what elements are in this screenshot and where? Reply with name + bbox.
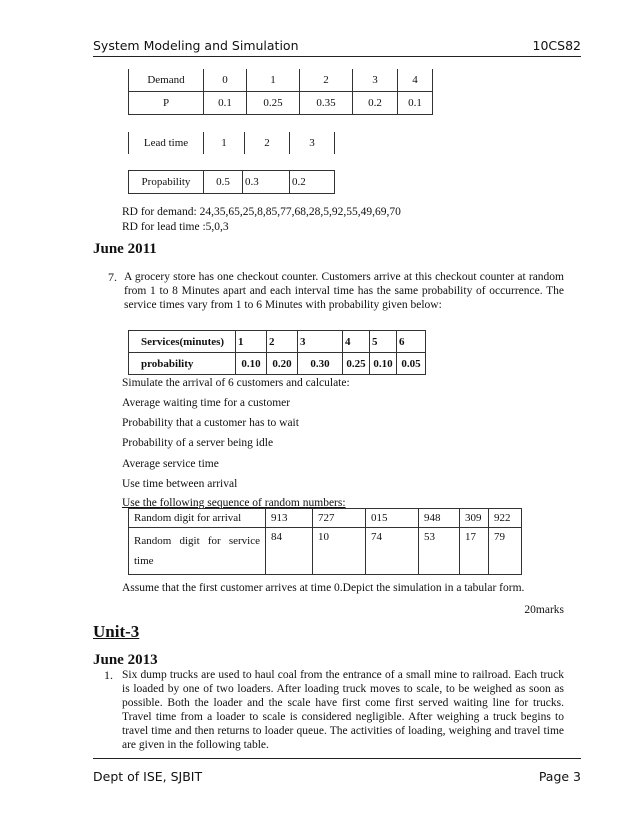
table-cell: 727 xyxy=(313,509,366,528)
table-cell: 3 xyxy=(290,132,335,154)
table-cell: Demand xyxy=(129,69,204,92)
table-cell: Random digit for service time xyxy=(129,528,266,575)
list-item: Use the following sequence of random numbers: xyxy=(122,497,346,509)
table-cell: 6 xyxy=(397,331,426,353)
page-header xyxy=(93,38,581,57)
table-cell: 79 xyxy=(489,528,522,575)
table-cell: 1 xyxy=(236,331,267,353)
table-row xyxy=(129,132,335,154)
table-row xyxy=(129,92,433,115)
propability-table xyxy=(128,170,335,194)
question-text: A grocery store has one checkout counter. Customers arrive at this checkout counter at random from 1 to 8 Minutes apart and each interval time has the same probability of occurrence. The service times vary from 1 to 6 Minutes with probability given below: xyxy=(124,271,564,311)
table-cell: 2 xyxy=(300,69,353,92)
assume-text: Assume that the first customer arrives at time 0.Depict the simulation in a tabular form. xyxy=(122,582,525,594)
table-cell: 3 xyxy=(298,331,343,353)
table-cell: 0.3 xyxy=(243,171,290,194)
table-cell: 948 xyxy=(419,509,460,528)
table-row xyxy=(129,528,522,575)
question-text: Six dump trucks are used to haul coal from the entrance of a small mine to railroad. Each truck is loaded by one of two loaders. After loading truck moves to scale, to be weighed as soon as possible. Both the loader and the scale have first come first served waiting line for trucks. Travel time from a loader to scale is considered negligible. After weighing a truck begins to travel time and then returns to loader queue. The activities of loading, weighing and travel time are given in the following table. xyxy=(122,669,564,751)
table-cell: 0.2 xyxy=(290,171,335,194)
list-item: Use time between arrival xyxy=(122,478,238,490)
table-cell: 3 xyxy=(353,69,398,92)
service-table xyxy=(128,330,426,375)
demand-table xyxy=(128,69,433,115)
table-cell: 0.5 xyxy=(204,171,243,194)
table-cell: 0.25 xyxy=(247,92,300,115)
table-row xyxy=(129,353,426,375)
rd-lead: RD for lead time :5,0,3 xyxy=(122,221,229,233)
table-cell: Lead time xyxy=(129,132,204,154)
table-cell: probability xyxy=(129,353,236,375)
table-cell: Propability xyxy=(129,171,204,194)
heading-june-2011: June 2011 xyxy=(93,241,157,257)
question-number: 7. xyxy=(108,270,117,284)
heading-unit-3: Unit-3 xyxy=(93,622,140,641)
table-cell: 2 xyxy=(245,132,290,154)
table-cell: 5 xyxy=(370,331,397,353)
table-cell: 0.30 xyxy=(298,353,343,375)
table-row xyxy=(129,331,426,353)
footer-page: Page 3 xyxy=(538,769,581,784)
table-cell: 2 xyxy=(267,331,298,353)
list-item: Average service time xyxy=(122,458,219,470)
rd-demand: RD for demand: 24,35,65,25,8,85,77,68,28,5,92,55,49,69,70 xyxy=(122,206,401,218)
header-code: 10CS82 xyxy=(532,38,581,53)
table-cell: 015 xyxy=(366,509,419,528)
table-row xyxy=(129,69,433,92)
footer-dept: Dept of ISE, SJBIT xyxy=(93,769,203,784)
table-cell: 0 xyxy=(204,69,247,92)
table-cell: 4 xyxy=(398,69,433,92)
table-cell: 922 xyxy=(489,509,522,528)
table-cell: 17 xyxy=(460,528,489,575)
table-cell: P xyxy=(129,92,204,115)
table-row xyxy=(129,509,522,528)
question-number: 1. xyxy=(104,668,113,682)
table-cell: 913 xyxy=(266,509,313,528)
list-item: Average waiting time for a customer xyxy=(122,397,291,409)
table-cell: 0.10 xyxy=(370,353,397,375)
table-cell: 1 xyxy=(204,132,245,154)
table-cell: 4 xyxy=(343,331,370,353)
table-cell: 0.25 xyxy=(343,353,370,375)
table-cell: 0.1 xyxy=(398,92,433,115)
table-cell: 84 xyxy=(266,528,313,575)
list-item: Probability that a customer has to wait xyxy=(122,417,299,429)
heading-june-2013: June 2013 xyxy=(93,652,158,668)
table-cell: 0.10 xyxy=(236,353,267,375)
table-cell: Random digit for arrival xyxy=(129,509,266,528)
table-cell: 0.1 xyxy=(204,92,247,115)
table-cell: 0.20 xyxy=(267,353,298,375)
table-cell: 10 xyxy=(313,528,366,575)
list-item: Probability of a server being idle xyxy=(122,437,274,449)
page-footer xyxy=(93,758,581,789)
marks: 20marks xyxy=(524,604,564,616)
random-number-table xyxy=(128,508,522,575)
table-cell: 74 xyxy=(366,528,419,575)
table-cell: Services(minutes) xyxy=(129,331,236,353)
table-cell: 0.35 xyxy=(300,92,353,115)
table-cell: 53 xyxy=(419,528,460,575)
table-cell: 0.2 xyxy=(353,92,398,115)
table-row xyxy=(129,171,335,194)
table-cell: 0.05 xyxy=(397,353,426,375)
table-cell: 1 xyxy=(247,69,300,92)
lead-time-table xyxy=(128,132,335,154)
table-cell: 309 xyxy=(460,509,489,528)
header-title: System Modeling and Simulation xyxy=(93,38,299,53)
list-item: Simulate the arrival of 6 customers and calculate: xyxy=(122,377,350,389)
